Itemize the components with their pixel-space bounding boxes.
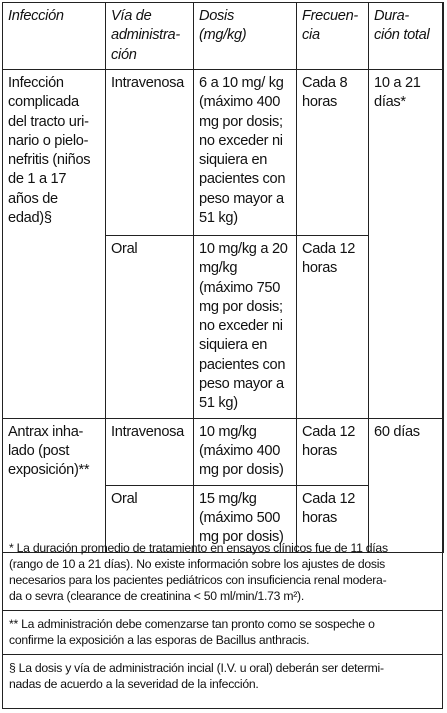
frequency-cell: Cada 12 horas	[297, 236, 369, 419]
header-dose: Dosis (mg/kg)	[194, 3, 297, 70]
frequency-cell: Cada 12 horas	[297, 418, 369, 485]
route-cell: Intravenosa	[106, 70, 194, 236]
infection-cell: Antrax inha- lado (post exposición)**	[3, 418, 106, 552]
dose-cell: 6 a 10 mg/ kg (máximo 400 mg por dosis; no exceder ni siquiera en pacientes con peso mayor a 51 kg)	[194, 70, 297, 236]
dose-cell: 15 mg/kg (máximo 500 mg por dosis)	[194, 485, 297, 552]
header-duration: Dura- ción total	[369, 3, 444, 70]
frequency-cell: Cada 8 horas	[297, 70, 369, 236]
route-cell: Oral	[106, 485, 194, 552]
table-row	[3, 418, 444, 485]
footnote-anthrax: ** La administración debe comenzarse tan pronto como se sospeche o confirme la exposición a las esporas de Bacillus anthracis.	[2, 610, 443, 654]
route-cell: Intravenosa	[106, 418, 194, 485]
duration-cell: 10 a 21 días*	[369, 70, 444, 419]
infection-cell: Infección complicada del tracto uri- nario o pielo- nefritis (niños de 1 a 17 años de edad)§	[3, 70, 106, 419]
table-row	[3, 70, 444, 236]
footnotes	[2, 535, 443, 698]
footnote-dose-route: § La dosis y vía de administración incial (I.V. u oral) deberán ser determi- nadas de acuerdo a la severidad de la infección.	[2, 654, 443, 698]
header-route: Vía de administra- ción	[106, 3, 194, 70]
footnote-duration: * La duración promedio de tratamiento en ensayos clínicos fue de 11 días (rango de 10 a 21 días). No existe información sobre los ajustes de dosis necesarios para los pacientes pediátricos con insuficiencia renal modera- da o sevra (clearance de creatinina < 50 ml/min/1.73 m²).	[9, 541, 388, 603]
dose-cell: 10 mg/kg a 20 mg/kg (máximo 750 mg por dosis; no exceder ni siquiera en pacientes con peso mayor a 51 kg)	[194, 236, 297, 419]
header-row	[3, 3, 444, 70]
header-frequency: Frecuen- cia	[297, 3, 369, 70]
frequency-cell: Cada 12 horas	[297, 485, 369, 552]
dosage-table	[2, 2, 444, 553]
dose-cell: 10 mg/kg (máximo 400 mg por dosis)	[194, 418, 297, 485]
header-infection: Infección	[3, 3, 106, 70]
duration-cell: 60 días	[369, 418, 444, 552]
route-cell: Oral	[106, 236, 194, 419]
